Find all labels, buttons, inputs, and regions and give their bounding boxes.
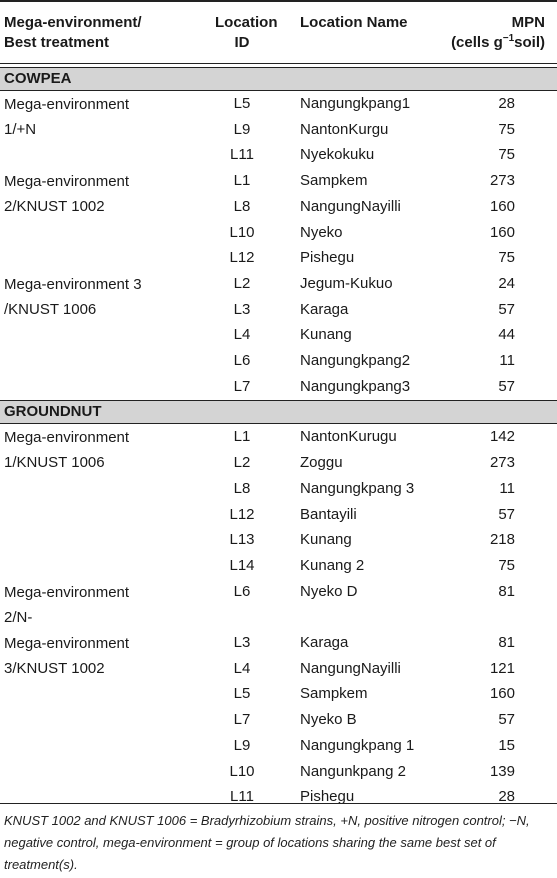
location-name-cell: Nangungkpang 3 <box>300 479 415 497</box>
table-row <box>0 297 557 323</box>
location-name-cell: NangungNayilli <box>300 197 401 215</box>
mega-environment-label: Mega-environment 3 /KNUST 1006 <box>4 275 142 318</box>
location-id-cell: L10 <box>229 762 255 780</box>
location-name-cell: Nangungkpang1 <box>300 95 411 112</box>
mpn-cell: 11 <box>499 352 515 369</box>
table-row <box>0 194 557 220</box>
table-row <box>0 630 557 656</box>
table-footnote: KNUST 1002 and KNUST 1006 = Bradyrhizobium strains, +N, positive nitrogen control; −N, negative control, mega-environment = group of locations sharing the same best set of treatment(s). <box>4 813 530 872</box>
location-name-cell: NantonKurugu <box>300 428 397 446</box>
table-bottom-rule <box>0 803 557 804</box>
location-name-cell: NantonKurgu <box>300 120 389 138</box>
location-name-cell: Nangungkpang 1 <box>300 736 415 754</box>
header-mpn-sup: −1 <box>502 33 515 44</box>
table-row <box>0 553 557 579</box>
location-id-cell: L7 <box>233 377 251 395</box>
location-name-cell: Nyekokuku <box>300 146 375 164</box>
table-row <box>0 579 557 605</box>
location-name-cell: Nyeko B <box>300 711 357 729</box>
mpn-cell: 28 <box>498 788 515 806</box>
table-row <box>0 527 557 553</box>
mega-environment-label: Mega-environment 3/KNUST 1002 <box>4 635 130 677</box>
table-row <box>0 374 557 400</box>
table-row <box>0 91 557 117</box>
location-id-cell: L2 <box>233 274 251 292</box>
table-header <box>0 0 557 64</box>
location-name-cell: Nangungkpang3 <box>300 377 411 395</box>
location-id-cell: L6 <box>233 352 251 369</box>
table-row <box>0 733 557 759</box>
mpn-cell: 15 <box>498 736 515 754</box>
table-row <box>0 271 557 297</box>
location-id-cell: L5 <box>233 95 251 112</box>
mpn-cell: 273 <box>489 454 515 472</box>
section-cowpea <box>0 67 557 91</box>
mega-environment-label: Mega-environment 1/+N <box>4 96 130 138</box>
section-title: GROUNDNUT <box>4 403 102 421</box>
location-id-cell: L8 <box>233 197 251 215</box>
mpn-cell: 160 <box>489 685 515 703</box>
location-name-cell: Nangunkpang 2 <box>300 762 406 780</box>
table-row <box>0 220 557 246</box>
location-name-cell: Sampkem <box>300 685 368 703</box>
location-id-cell: L11 <box>230 788 254 806</box>
location-id-cell: L11 <box>230 146 254 164</box>
mpn-cell: 11 <box>499 479 515 497</box>
location-id-cell: L7 <box>233 711 251 729</box>
mpn-cell: 57 <box>498 377 515 395</box>
table-row <box>0 604 557 630</box>
mega-environment-label: Mega-environment 2/KNUST 1002 <box>4 173 130 216</box>
table-row <box>0 681 557 707</box>
table-row <box>0 707 557 733</box>
location-name-cell: Nyeko <box>300 223 343 241</box>
location-id-cell: L13 <box>229 531 255 549</box>
table-row <box>0 450 557 476</box>
location-name-cell: Sampkem <box>300 172 368 190</box>
header-mpn-suffix: soil) <box>514 34 545 51</box>
location-name-cell: Kunang <box>300 531 352 549</box>
mpn-cell: 57 <box>498 300 515 318</box>
mpn-cell: 44 <box>498 326 515 344</box>
mpn-cell: 121 <box>489 659 515 677</box>
location-name-cell: Kunang 2 <box>300 556 365 574</box>
location-id-cell: L12 <box>229 249 255 267</box>
mpn-cell: 24 <box>498 274 515 292</box>
mpn-cell: 75 <box>498 146 515 164</box>
table-row <box>0 502 557 528</box>
location-id-cell: L6 <box>233 582 251 600</box>
table-row <box>0 424 557 450</box>
location-id-cell: L3 <box>233 300 251 318</box>
mpn-cell: 273 <box>489 172 515 190</box>
mpn-cell: 75 <box>498 249 515 267</box>
location-name-cell: NangungNayilli <box>300 659 401 677</box>
mpn-cell: 75 <box>498 120 515 138</box>
mpn-cell: 75 <box>498 556 515 574</box>
location-id-cell: L3 <box>233 634 251 651</box>
table-row <box>0 656 557 682</box>
mpn-cell: 57 <box>498 505 515 523</box>
location-id-cell: L12 <box>229 505 255 523</box>
location-id-cell: L4 <box>233 659 251 677</box>
location-name-cell: Zoggu <box>300 454 343 472</box>
mpn-cell: 57 <box>498 711 515 729</box>
section-groundnut <box>0 400 557 424</box>
section-title: COWPEA <box>4 70 72 87</box>
header-location-id: Location ID <box>215 14 278 51</box>
location-id-cell: L1 <box>233 428 251 446</box>
header-mpn <box>451 13 545 53</box>
location-name-cell: Karaga <box>300 634 349 651</box>
location-name-cell: Karaga <box>300 300 349 318</box>
table-row <box>0 759 557 785</box>
table-row <box>0 322 557 348</box>
header-mpn-line1: MPN <box>511 14 545 31</box>
location-name-cell: Jegum-Kukuo <box>300 274 393 292</box>
mpn-cell: 160 <box>489 197 515 215</box>
table-row <box>0 348 557 374</box>
location-id-cell: L2 <box>233 454 251 472</box>
location-name-cell: Kunang <box>300 326 352 344</box>
mpn-cell: 160 <box>489 223 515 241</box>
header-mpn-prefix: (cells g <box>451 34 503 51</box>
location-name-cell: Nyeko D <box>300 582 358 600</box>
table-row <box>0 168 557 194</box>
location-id-cell: L9 <box>233 736 251 754</box>
mpn-cell: 81 <box>498 634 515 651</box>
table-row <box>0 142 557 168</box>
location-name-cell: Pishegu <box>300 249 355 267</box>
mpn-cell: 218 <box>489 531 515 549</box>
location-id-cell: L1 <box>233 172 251 190</box>
location-name-cell: Bantayili <box>300 505 357 523</box>
location-id-cell: L9 <box>233 120 251 138</box>
table-row <box>0 476 557 502</box>
mpn-cell: 142 <box>489 428 515 446</box>
mpn-cell: 139 <box>489 762 515 780</box>
mega-environment-label: Mega-environment 2/N- <box>4 583 130 626</box>
table-row <box>0 245 557 271</box>
location-id-cell: L5 <box>233 685 251 703</box>
mpn-cell: 81 <box>498 582 515 600</box>
mpn-cell: 28 <box>498 95 515 112</box>
table-row <box>0 117 557 143</box>
mega-environment-label: Mega-environment 1/KNUST 1006 <box>4 429 130 472</box>
location-id-cell: L4 <box>233 326 251 344</box>
table-row <box>0 784 557 810</box>
header-mega-environment: Mega-environment/ Best treatment <box>4 14 142 51</box>
location-id-cell: L10 <box>229 223 255 241</box>
header-location-name: Location Name <box>300 14 408 31</box>
location-id-cell: L8 <box>233 479 251 497</box>
location-name-cell: Nangungkpang2 <box>300 352 411 369</box>
location-name-cell: Pishegu <box>300 788 355 806</box>
location-id-cell: L14 <box>229 556 255 574</box>
